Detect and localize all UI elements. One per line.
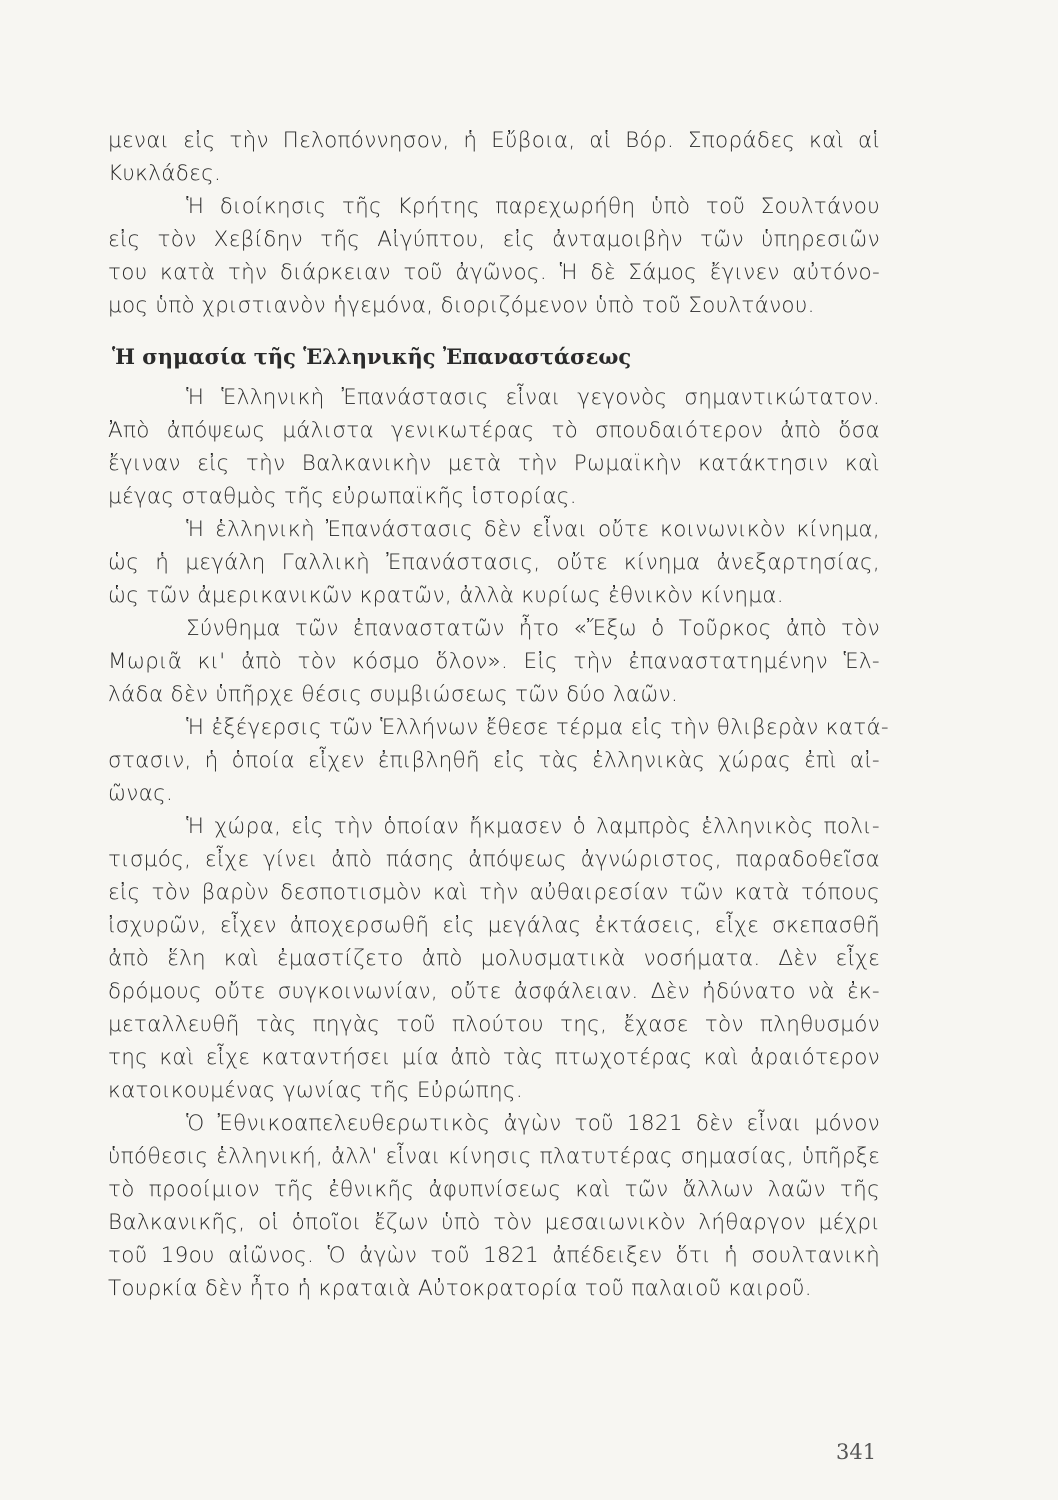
text-line: της καὶ εἶχε καταντήσει μία ἀπὸ τὰς πτωχοτέρας καὶ ἀραιότερον [108, 1045, 880, 1070]
text-line: Ἡ χώρα, εἰς τὴν ὁποίαν ἤκμασεν ὁ λαμπρὸς ἑλληνικὸς πολι- [186, 814, 880, 839]
text-line: Κυκλάδες. [108, 161, 222, 186]
text-line: εἰς τὸν Χεβίδην τῆς Αἰγύπτου, εἰς ἀνταμοιβὴν τῶν ὑπηρεσιῶν [108, 227, 880, 252]
text-line: ἀπὸ ἕλη καὶ ἐμαστίζετο ἀπὸ μολυσματικὰ νοσήματα. Δὲν εἶχε [108, 946, 880, 971]
text-line: δρόμους οὔτε συγκοινωνίαν, οὔτε ἀσφάλειαν. Δὲν ἠδύνατο νὰ ἐκ- [108, 979, 880, 1004]
text-line: ἔγιναν εἰς τὴν Βαλκανικὴν μετὰ τὴν Ρωμαϊκὴν κατάκτησιν καὶ [108, 451, 880, 476]
text-line: Μωριᾶ κι' ἀπὸ τὸν κόσμο ὅλον». Εἰς τὴν ἐπαναστατημένην Ἑλ- [108, 649, 880, 674]
page-number: 341 [836, 1440, 877, 1464]
text-line: Ἀπὸ ἀπόψεως μάλιστα γενικωτέρας τὸ σπουδαιότερον ἀπὸ ὅσα [108, 418, 880, 443]
text-line: ῶνας. [108, 781, 174, 806]
text-line: ὡς τῶν ἀμερικανικῶν κρατῶν, ἀλλὰ κυρίως ἐθνικὸν κίνημα. [108, 583, 784, 608]
text-line: του κατὰ τὴν διάρκειαν τοῦ ἀγῶνος. Ἡ δὲ Σάμος ἔγινεν αὐτόνο- [108, 260, 880, 285]
text-line: Ἡ ἐξέγερσις τῶν Ἑλλήνων ἔθεσε τέρμα εἰς τὴν θλιβερὰν κατά- [186, 715, 889, 740]
text-line: Ἡ Ἑλληνικὴ Ἐπανάστασις εἶναι γεγονὸς σημαντικώτατον. [186, 385, 880, 410]
text-line: Τουρκία δὲν ἦτο ἡ κραταιὰ Αὐτοκρατορία τοῦ παλαιοῦ καιροῦ. [108, 1276, 812, 1301]
text-line: Σύνθημα τῶν ἐπαναστατῶν ἦτο «Ἔξω ὁ Τοῦρκος ἀπὸ τὸν [186, 616, 880, 641]
text-line: μεναι εἰς τὴν Πελοπόννησον, ἡ Εὔβοια, αἱ Βόρ. Σποράδες καὶ αἱ [108, 128, 880, 153]
text-line: τοῦ 19ου αἰῶνος. Ὁ ἀγὼν τοῦ 1821 ἀπέδειξεν ὅτι ἡ σουλτανικὴ [108, 1243, 880, 1268]
section-heading: Ἡ σημασία τῆς Ἑλληνικῆς Ἐπαναστάσεως [112, 344, 632, 369]
text-line: ὑπόθεσις ἑλληνική, ἀλλ' εἶναι κίνησις πλατυτέρας σημασίας, ὑπῆρξε [108, 1144, 880, 1169]
text-line: ἰσχυρῶν, εἶχεν ἀποχερσωθῆ εἰς μεγάλας ἐκτάσεις, εἶχε σκεπασθῆ [108, 913, 880, 938]
text-line: μέγας σταθμὸς τῆς εὐρωπαϊκῆς ἱστορίας. [108, 484, 577, 509]
text-column [108, 124, 889, 1305]
text-line: Ἡ ἑλληνικὴ Ἐπανάστασις δὲν εἶναι οὔτε κοινωνικὸν κίνημα, [186, 517, 880, 542]
text-line: λάδα δὲν ὑπῆρχε θέσις συμβιώσεως τῶν δύο λαῶν. [108, 682, 679, 707]
text-line: ὡς ἡ μεγάλη Γαλλικὴ Ἐπανάστασις, οὔτε κίνημα ἀνεξαρτησίας, [108, 550, 880, 575]
text-line: εἰς τὸν βαρὺν δεσποτισμὸν καὶ τὴν αὐθαιρεσίαν τῶν κατὰ τόπους [108, 880, 880, 905]
text-line: μεταλλευθῆ τὰς πηγὰς τοῦ πλούτου της, ἔχασε τὸν πληθυσμόν [108, 1012, 880, 1037]
text-line: τὸ προοίμιον τῆς ἐθνικῆς ἀφυπνίσεως καὶ τῶν ἄλλων λαῶν τῆς [108, 1177, 880, 1202]
text-line: κατοικουμένας γωνίας τῆς Εὐρώπης. [108, 1078, 523, 1103]
text-line: Βαλκανικῆς, οἱ ὁποῖοι ἔζων ὑπὸ τὸν μεσαιωνικὸν λήθαργον μέχρι [108, 1210, 880, 1235]
text-line: Ἡ διοίκησις τῆς Κρήτης παρεχωρήθη ὑπὸ τοῦ Σουλτάνου [186, 194, 880, 219]
text-line: Ὁ Ἐθνικοαπελευθερωτικὸς ἀγὼν τοῦ 1821 δὲν εἶναι μόνον [186, 1111, 880, 1136]
text-line: τισμός, εἶχε γίνει ἀπὸ πάσης ἀπόψεως ἀγνώριστος, παραδοθεῖσα [108, 847, 880, 872]
text-line: μος ὑπὸ χριστιανὸν ἡγεμόνα, διοριζόμενον ὑπὸ τοῦ Σουλτάνου. [108, 293, 815, 318]
text-line: στασιν, ἡ ὁποία εἶχεν ἐπιβληθῆ εἰς τὰς ἑλληνικὰς χώρας ἐπὶ αἰ- [108, 748, 880, 773]
